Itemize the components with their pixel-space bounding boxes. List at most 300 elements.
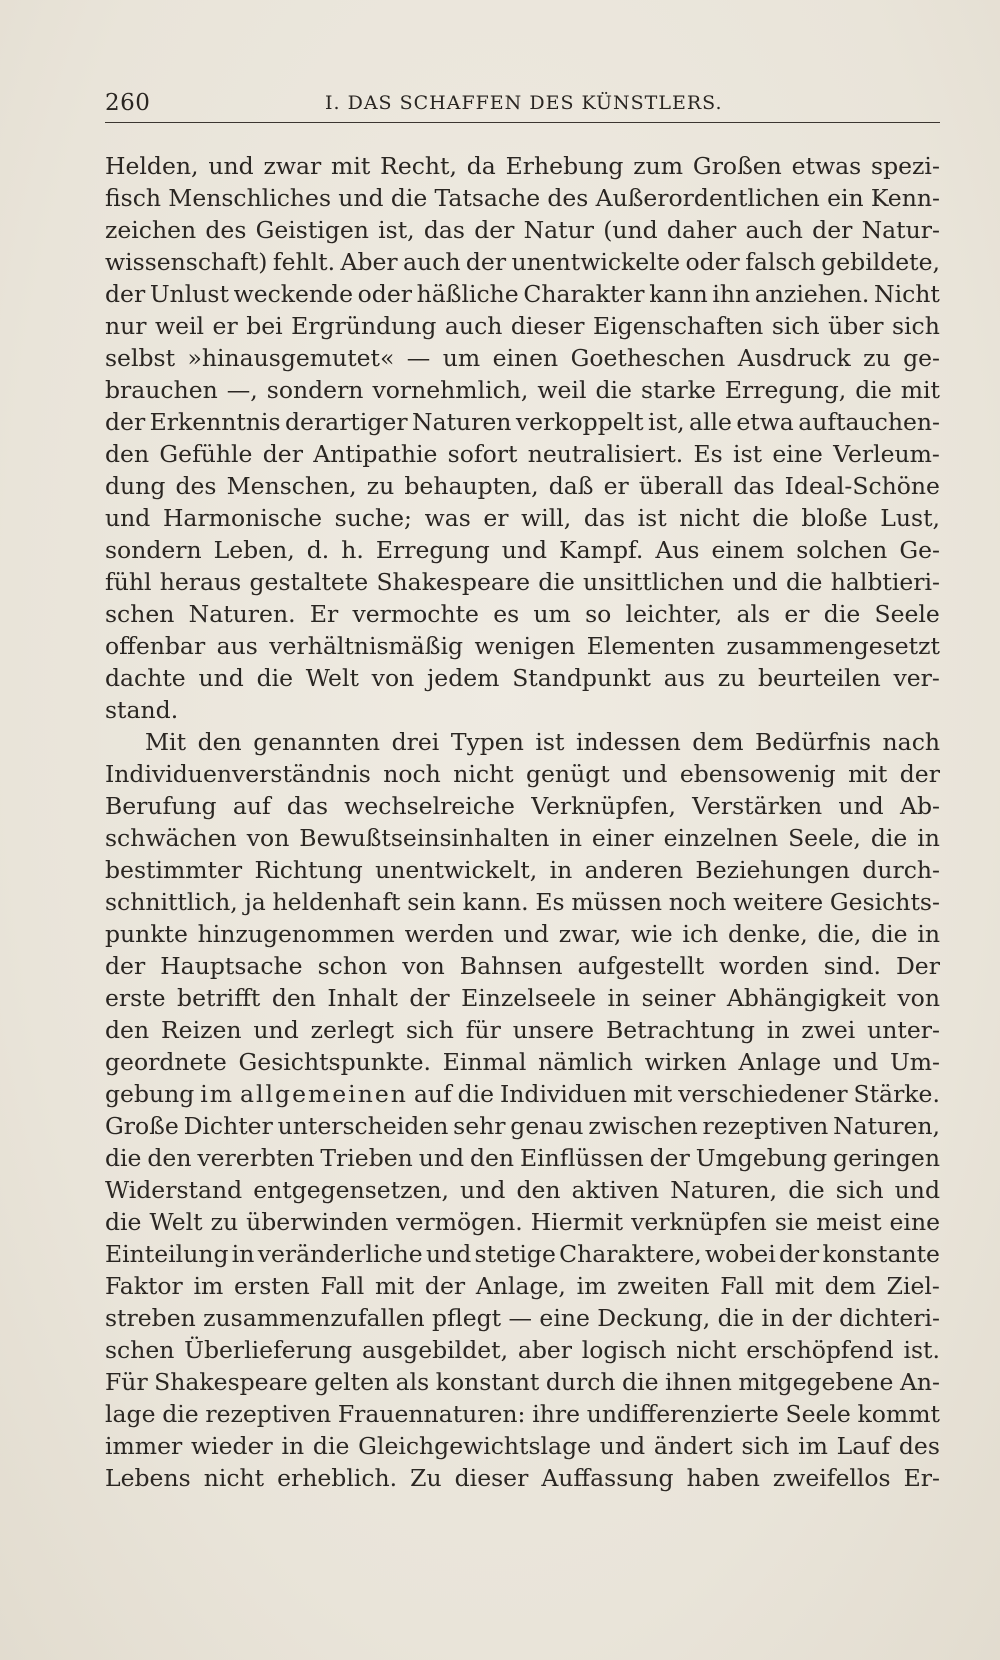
word: eine <box>539 1304 590 1332</box>
word: Hauptsache <box>160 952 303 980</box>
word: fisch <box>105 184 162 212</box>
word: bloße <box>801 504 868 532</box>
text-line <box>105 278 940 310</box>
word: um <box>442 344 481 372</box>
word: jedem <box>427 664 500 692</box>
word: Welt <box>305 664 359 692</box>
word: einem <box>711 536 785 564</box>
word: von <box>402 952 445 980</box>
text-line <box>105 1430 940 1462</box>
word: neutralisiert. <box>527 440 684 468</box>
word: Anlage <box>738 1048 822 1076</box>
text-line <box>105 214 940 246</box>
word: die <box>871 920 908 948</box>
word: aus <box>663 664 705 692</box>
word: Einflüssen <box>519 1144 644 1172</box>
word: und <box>208 152 254 180</box>
word: Beziehungen <box>695 856 850 884</box>
word: die <box>105 1144 142 1172</box>
word: die <box>390 184 428 212</box>
word: ersten <box>234 1272 310 1300</box>
word: auch <box>444 312 503 340</box>
word: Um- <box>889 1048 940 1076</box>
word: auftauchen- <box>798 408 940 436</box>
word: dung <box>105 472 166 500</box>
word: ebensowenig <box>679 760 836 788</box>
word: daher <box>666 216 737 244</box>
word: ist. <box>903 1336 940 1364</box>
word: Deckung, <box>597 1304 711 1332</box>
word: Shakespeare <box>154 1368 308 1396</box>
word: Er <box>309 600 339 628</box>
word: im <box>200 1080 235 1108</box>
word: stetige <box>474 1240 556 1268</box>
word: auf <box>232 792 271 820</box>
word: noch <box>383 760 441 788</box>
word: Großen <box>692 152 782 180</box>
word: Lust, <box>880 504 940 532</box>
word: wenigen <box>474 632 576 660</box>
word: zwar, <box>558 920 622 948</box>
word: und <box>501 536 548 564</box>
word: alle <box>688 408 732 436</box>
word: von <box>897 984 940 1012</box>
word: Kenn- <box>870 184 940 212</box>
word: Abhängigkeit <box>726 984 886 1012</box>
word: unentwickelte <box>511 248 681 276</box>
word: mit <box>331 152 371 180</box>
word: meist <box>816 1208 882 1236</box>
word: Umgebung <box>695 1144 828 1172</box>
word: fehlt. <box>272 248 336 276</box>
word: konstant <box>435 1368 540 1396</box>
word: Der <box>895 952 940 980</box>
word: zwei <box>801 1016 856 1044</box>
word: derartiger <box>285 408 408 436</box>
word: mit <box>374 1272 415 1300</box>
word: die <box>256 664 294 692</box>
word: kann <box>649 280 708 308</box>
text-line <box>105 534 940 566</box>
word: An- <box>899 1368 940 1396</box>
text-line <box>105 1238 940 1270</box>
word: etwas <box>791 152 862 180</box>
text-line <box>105 182 940 214</box>
word: Verstärken <box>692 792 823 820</box>
word: und <box>832 1048 879 1076</box>
text-line <box>105 1398 940 1430</box>
text-line <box>105 310 940 342</box>
word: Bewußtseinsinhalten <box>299 824 550 852</box>
word: der <box>105 952 146 980</box>
text-line <box>105 1270 940 1302</box>
word: Natur <box>523 216 594 244</box>
word: starke <box>640 376 716 404</box>
word: Verleum- <box>833 440 940 468</box>
word: des <box>547 184 589 212</box>
word: Aus <box>655 536 700 564</box>
word: eine <box>889 1208 940 1236</box>
word: aufgestellt <box>577 952 705 980</box>
word: Tatsache <box>434 184 541 212</box>
word: ihn <box>712 280 751 308</box>
word: zweifellos <box>772 1464 891 1492</box>
word: drei <box>391 728 440 756</box>
word: fühl <box>105 568 152 596</box>
text-line <box>105 598 940 630</box>
word: den <box>147 1144 192 1172</box>
word: Widerstand <box>105 1176 243 1204</box>
text-line <box>105 1302 940 1334</box>
word: über <box>828 312 884 340</box>
word: Verknüpfen, <box>531 792 676 820</box>
word: Naturen <box>412 408 512 436</box>
word: zeichen <box>105 216 197 244</box>
word: überall <box>638 472 724 500</box>
text-line <box>105 854 940 886</box>
word: gelten <box>314 1368 390 1396</box>
word: die <box>823 600 861 628</box>
word: der <box>424 1272 466 1300</box>
word: der <box>409 984 450 1012</box>
word: ausgebildet, <box>361 1336 509 1364</box>
word: Menschen, <box>226 472 357 500</box>
word: auf <box>413 1080 452 1108</box>
word: wirken <box>644 1048 727 1076</box>
word: punkte <box>105 920 188 948</box>
text-line <box>105 1462 940 1494</box>
word: das <box>423 216 465 244</box>
word: Für <box>105 1368 148 1396</box>
word: zusammenzufallen <box>203 1304 425 1332</box>
text-line <box>105 1334 940 1366</box>
word: veränderliche <box>257 1240 423 1268</box>
running-head: I. DAS SCHAFFEN DES KÜNSTLERS. <box>325 92 723 114</box>
word: sich <box>405 1016 454 1044</box>
word: Berufung <box>105 792 217 820</box>
word: mitgegebene <box>738 1368 894 1396</box>
text-line <box>105 1014 940 1046</box>
text-line <box>105 726 940 758</box>
word: Inhalt <box>327 984 398 1012</box>
word: rezeptiven <box>205 1400 332 1428</box>
word: zu <box>366 472 395 500</box>
text-line <box>105 790 940 822</box>
word: müssen <box>571 888 662 916</box>
text-line <box>105 1142 940 1174</box>
word: anderen <box>584 856 684 884</box>
word: werden <box>404 920 494 948</box>
word: Shakespeare <box>376 568 531 596</box>
word: dieser <box>454 1464 529 1492</box>
word: schon <box>317 952 388 980</box>
word: ver- <box>893 664 940 692</box>
word: schen <box>105 1336 175 1364</box>
word: zweiten <box>617 1272 710 1300</box>
word: die <box>457 1080 495 1108</box>
word: in <box>917 824 940 852</box>
word: schnittlich, <box>105 888 238 916</box>
word: den <box>105 1016 150 1044</box>
word: aber <box>517 1336 573 1364</box>
word: Fall <box>320 1272 365 1300</box>
word: in <box>917 920 940 948</box>
word: Individuenverständnis <box>105 760 371 788</box>
word: im <box>798 1432 828 1460</box>
word: das <box>286 792 329 820</box>
word: der <box>262 440 303 468</box>
word: Unlust <box>149 280 229 308</box>
word: der <box>812 216 853 244</box>
word: Außerordentlichen <box>595 184 820 212</box>
word: einzelnen <box>663 824 779 852</box>
word: Individuen <box>500 1080 628 1108</box>
word: nicht <box>679 504 740 532</box>
word: verhältnismäßig <box>269 632 464 660</box>
word: vererbten <box>197 1144 315 1172</box>
word: offenbar <box>105 632 206 660</box>
word: ist <box>535 728 565 756</box>
word: der <box>899 760 940 788</box>
word: worden <box>719 952 809 980</box>
word: das <box>733 472 775 500</box>
word: der <box>778 1240 820 1268</box>
word: zusammengesetzt <box>726 632 940 660</box>
word: was <box>424 504 471 532</box>
word: sondern <box>266 376 364 404</box>
text-line <box>105 918 940 950</box>
word: Hiermit <box>530 1208 624 1236</box>
word: überwinden <box>246 1208 389 1236</box>
word: will, <box>521 504 572 532</box>
word: den <box>469 1144 515 1172</box>
word: sich <box>835 1176 884 1204</box>
word: Nicht <box>874 280 940 308</box>
word: Erkenntnis <box>149 408 281 436</box>
word: entgegensetzen, <box>253 1176 450 1204</box>
word: Kampf. <box>559 536 644 564</box>
word: ich <box>682 920 719 948</box>
word: Reizen <box>160 1016 242 1044</box>
word: Gefühle <box>159 440 253 468</box>
word: in <box>549 856 573 884</box>
word: ist, <box>378 216 415 244</box>
word: d. <box>306 536 330 564</box>
word: Antipathie <box>313 440 438 468</box>
word: den <box>197 728 242 756</box>
word: haben <box>686 1464 760 1492</box>
word: der <box>105 280 146 308</box>
word: und <box>622 760 668 788</box>
word: so <box>585 600 612 628</box>
word: mit <box>900 376 940 404</box>
word: Ideal-Schöne <box>784 472 940 500</box>
word: kann. <box>462 888 529 916</box>
word: wechselreiche <box>344 792 515 820</box>
word: in <box>231 1240 255 1268</box>
word: und <box>503 920 549 948</box>
word: die <box>870 824 908 852</box>
word: Betrachtung <box>605 1016 755 1044</box>
text-line <box>105 1110 940 1142</box>
word: pflegt <box>432 1304 502 1332</box>
word: für <box>465 1016 501 1044</box>
word: nämlich <box>538 1048 633 1076</box>
word: nicht <box>203 1464 265 1492</box>
word: indessen <box>575 728 681 756</box>
word: auch <box>745 216 803 244</box>
word: häßliche <box>416 280 519 308</box>
word: als <box>395 1368 430 1396</box>
word: unentwickelt, <box>375 856 538 884</box>
word: die <box>538 568 575 596</box>
word: Ziel- <box>886 1272 940 1300</box>
word: falsch <box>745 248 816 276</box>
word: und <box>460 1176 506 1204</box>
word: dieser <box>510 312 585 340</box>
word: brauchen <box>105 376 218 404</box>
word: Standpunkt <box>512 664 651 692</box>
word: ist <box>733 440 763 468</box>
text-line <box>105 438 940 470</box>
word: und <box>599 1432 646 1460</box>
word: die <box>752 504 789 532</box>
word: Naturen. <box>188 600 296 628</box>
word: Zu <box>410 1464 442 1492</box>
word: Natur- <box>861 216 940 244</box>
word: die <box>105 1208 142 1236</box>
word: — <box>406 344 431 372</box>
word: ihnen <box>665 1368 732 1396</box>
page-header <box>105 86 940 123</box>
word: Erhebung <box>505 152 624 180</box>
word: Große <box>105 1112 179 1140</box>
word: die, <box>817 920 862 948</box>
word: dem <box>824 1272 876 1300</box>
text-line <box>105 342 940 374</box>
word: Richtung <box>254 856 363 884</box>
word: dachte <box>105 664 186 692</box>
word: halbtieri- <box>830 568 940 596</box>
word: sich <box>741 1432 790 1460</box>
word: erste <box>105 984 166 1012</box>
word: gebung <box>105 1080 195 1108</box>
word: sich <box>891 312 940 340</box>
text-line <box>105 566 940 598</box>
word: Eigenschaften <box>593 312 764 340</box>
word: ihre <box>532 1400 580 1428</box>
word: Helden, <box>105 152 199 180</box>
word: sehr <box>453 1112 506 1140</box>
word: gebildete, <box>821 248 940 276</box>
word: Stärke. <box>853 1080 940 1108</box>
word: zwar <box>263 152 322 180</box>
text-line <box>105 502 940 534</box>
word: schen <box>105 600 175 628</box>
word: in <box>281 1432 305 1460</box>
word: den <box>105 440 150 468</box>
word: (und <box>603 216 658 244</box>
word: des <box>175 472 217 500</box>
word: spezi- <box>871 152 940 180</box>
word: Es <box>535 888 565 916</box>
word: Erregung, <box>724 376 847 404</box>
word: in <box>761 1304 785 1332</box>
word: weil <box>537 376 587 404</box>
word: Naturen, <box>833 1112 940 1140</box>
text-line <box>105 470 940 502</box>
word: durch- <box>862 856 940 884</box>
word: wieder <box>191 1432 273 1460</box>
word: verkoppelt <box>515 408 644 436</box>
word: Erregung <box>375 536 490 564</box>
word: er <box>603 472 629 500</box>
word: Typen <box>450 728 524 756</box>
word: Welt <box>149 1208 203 1236</box>
word: die <box>785 568 823 596</box>
word: bestimmter <box>105 856 243 884</box>
word: verknüpfen <box>631 1208 767 1236</box>
word: in <box>766 1016 790 1044</box>
word: die <box>855 376 892 404</box>
body-text <box>105 150 940 1494</box>
word: zerlegt <box>310 1016 395 1044</box>
word: konstante <box>822 1240 940 1268</box>
word: und <box>418 1144 465 1172</box>
word: aus <box>216 632 258 660</box>
word: Aber <box>340 248 398 276</box>
word: behaupten, <box>404 472 539 500</box>
word: sein <box>407 888 456 916</box>
word: des <box>205 216 247 244</box>
word: ja <box>244 888 266 916</box>
word: Ge- <box>899 536 940 564</box>
word: durch <box>545 1368 616 1396</box>
word: — <box>508 1304 533 1332</box>
word: lage <box>105 1400 156 1428</box>
word: Ab- <box>899 792 940 820</box>
word: Auffassung <box>541 1464 674 1492</box>
word: der <box>105 408 146 436</box>
word: mit <box>774 1272 814 1300</box>
word: die <box>162 1400 199 1428</box>
word: aktiven <box>571 1176 660 1204</box>
text-line <box>105 1174 940 1206</box>
word: weil <box>155 312 205 340</box>
word: Gleichgewichtslage <box>358 1432 592 1460</box>
word: Einmal <box>442 1048 527 1076</box>
word: das <box>583 504 626 532</box>
word: Einzelseele <box>461 984 597 1012</box>
word: nicht <box>453 760 514 788</box>
text-line <box>105 982 940 1014</box>
word: zu <box>863 344 891 372</box>
word: denke, <box>727 920 808 948</box>
word: den <box>271 984 316 1012</box>
text-line <box>105 1046 940 1078</box>
word: genügt <box>525 760 610 788</box>
word: rezeptiven <box>702 1112 829 1140</box>
word: h. <box>341 536 364 564</box>
word: beurteilen <box>757 664 881 692</box>
word: betrifft <box>177 984 261 1012</box>
word: zu <box>717 664 746 692</box>
word: den <box>516 1176 561 1204</box>
word: ist, <box>648 408 685 436</box>
word: oder <box>357 280 412 308</box>
word: selbst <box>105 344 176 372</box>
word: Frauennaturen: <box>337 1400 526 1428</box>
